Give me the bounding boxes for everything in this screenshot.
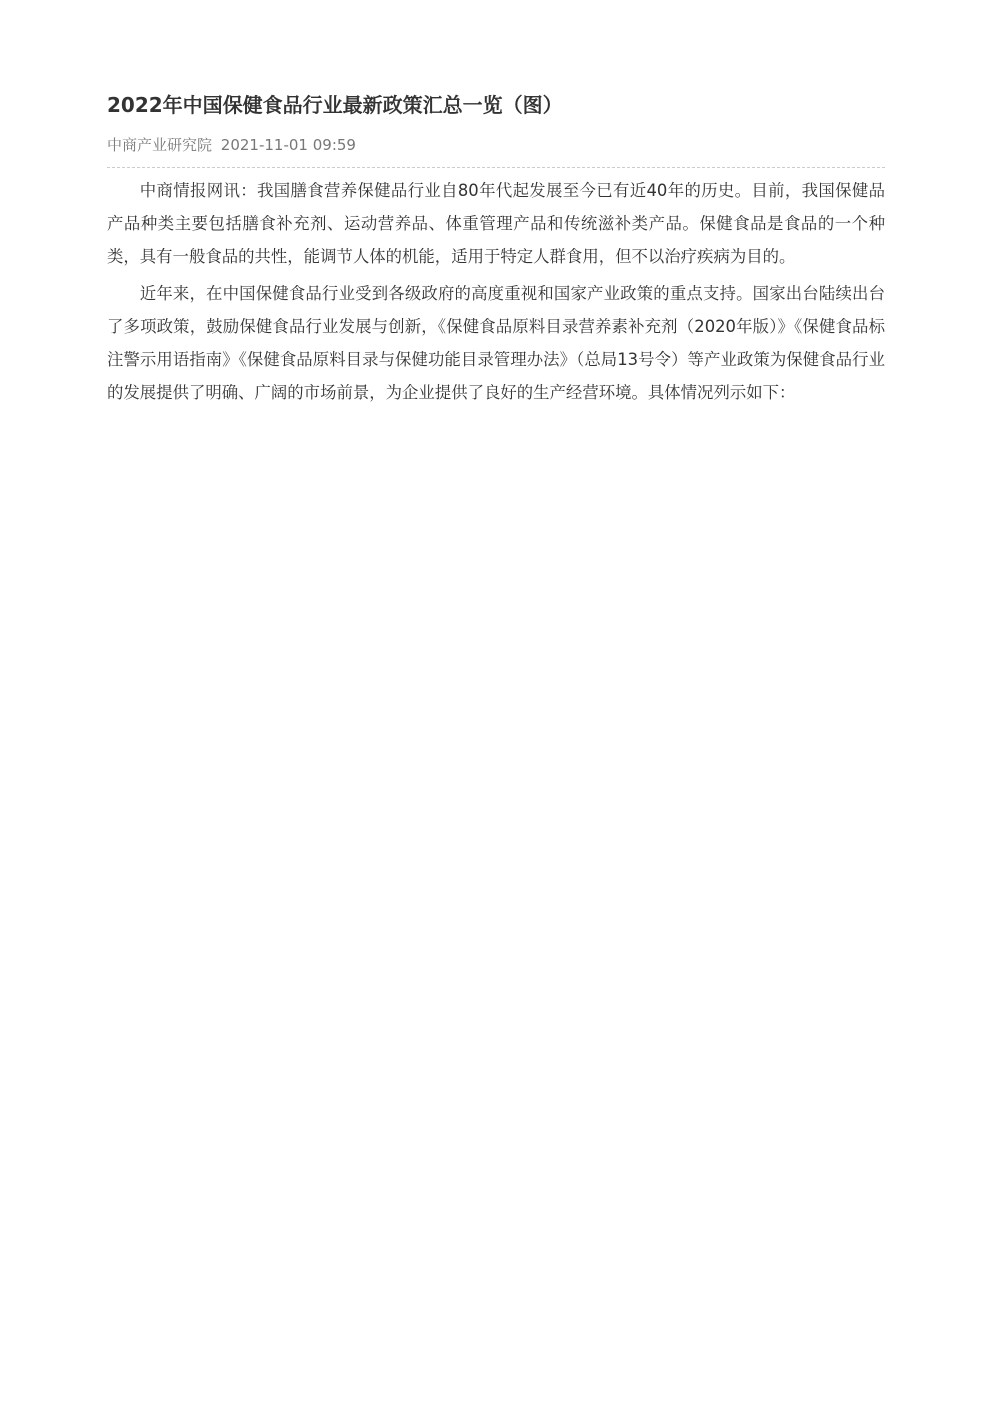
meta-divider <box>107 167 885 168</box>
article-source: 中商产业研究院 <box>107 136 213 154</box>
article-datetime: 2021-11-01 09:59 <box>220 136 356 154</box>
article-meta <box>107 134 356 156</box>
article-title: 2022年中国保健食品行业最新政策汇总一览（图） <box>107 93 563 117</box>
article-body <box>107 175 885 415</box>
article-paragraph: 中商情报网讯：我国膳食营养保健品行业自80年代起发展至今已有近40年的历史。目前，我国保健品产品种类主要包括膳食补充剂、运动营养品、体重管理产品和传统滋补类产品。保健食品是食品的一个种类，具有一般食品的共性，能调节人体的机能，适用于特定人群食用，但不以治疗疾病为目的。 <box>107 181 885 266</box>
article-paragraph: 近年来，在中国保健食品行业受到各级政府的高度重视和国家产业政策的重点支持。国家出台陆续出台了多项政策，鼓励保健食品行业发展与创新，《保健食品原料目录营养素补充剂（2020年版）》《保健食品标注警示用语指南》《保健食品原料目录与保健功能目录管理办法》（总局13号令）等产业政策为保健食品行业的发展提供了明确、广阔的市场前景，为企业提供了良好的生产经营环境。具体情况列示如下： <box>107 284 885 402</box>
